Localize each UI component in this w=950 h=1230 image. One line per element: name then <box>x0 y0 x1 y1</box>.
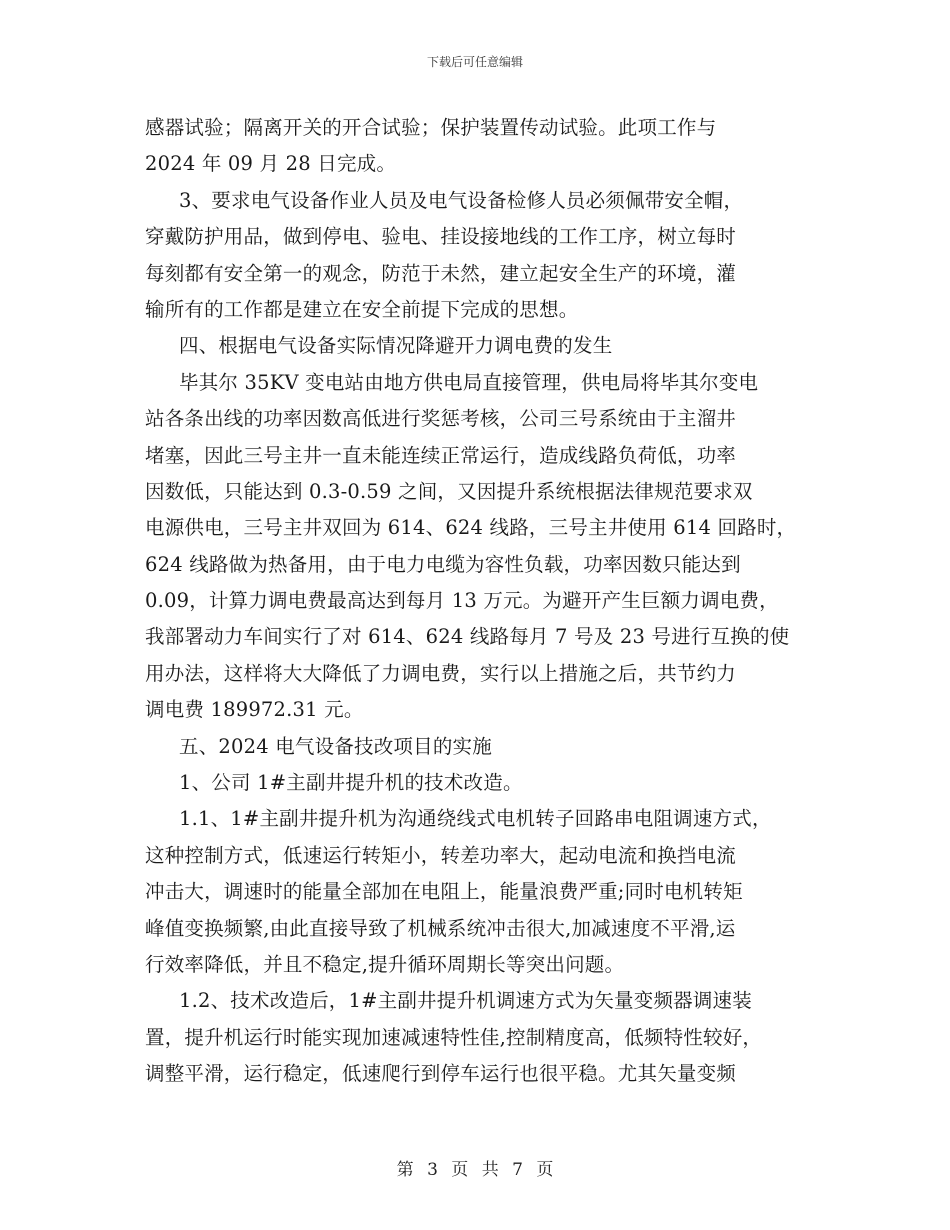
text-line: 这种控制方式，低速运行转矩小，转差功率大，起动电流和换挡电流 <box>145 843 737 867</box>
section-heading: 四、根据电气设备实际情况降避开力调电费的发生 <box>179 334 613 358</box>
text-line: 堵塞，因此三号主井一直未能连续正常运行，造成线路负荷低，功率 <box>145 443 737 467</box>
page-footer <box>0 1155 950 1180</box>
footer-ye: 页 <box>451 1160 469 1180</box>
document-body <box>145 110 825 1093</box>
text-line: 感器试验；隔离开关的开合试验；保护装置传动试验。此项工作与 <box>145 116 717 139</box>
text-line: 0.09，计算力调电费最高达到每月 13 万元。为避开产生巨额力调电费， <box>145 589 779 613</box>
text-line: 电源供电，三号主井双回为 614、624 线路，三号主井使用 614 回路时， <box>145 516 797 540</box>
text-line: 站各条出线的功率因数高低进行奖惩考核，公司三号系统由于主溜井 <box>145 407 737 431</box>
total-page-count: 7 <box>512 1160 523 1180</box>
text-line: 行效率降低，并且不稳定,提升循环周期长等突出问题。 <box>145 952 625 976</box>
text-line: 1.1、1#主副井提升机为沟通绕线式电机转子回路串电阻调速方式， <box>179 807 772 831</box>
text-line: 2024 年 09 月 28 日完成。 <box>145 152 397 176</box>
text-line: 峰值变换频繁,由此直接导致了机械系统冲击很大,加减速度不平滑,运 <box>145 916 736 940</box>
footer-ye-end: 页 <box>536 1160 554 1180</box>
text-line: 每刻都有安全第一的观念，防范于未然，建立起安全生产的环境，灌 <box>145 261 737 285</box>
text-line: 置，提升机运行时能实现加速减速特性佳,控制精度高，低频特性较好， <box>145 1025 763 1049</box>
section-heading: 五、2024 电气设备技改项目的实施 <box>179 734 492 758</box>
text-line: 1.2、技术改造后，1#主副井提升机调速方式为矢量变频器调速装 <box>179 989 752 1013</box>
page-header: 下载后可任意编辑 <box>426 55 523 69</box>
current-page-number: 3 <box>427 1160 438 1180</box>
text-line: 调电费 189972.31 元。 <box>145 698 364 722</box>
text-line: 624 线路做为热备用，由于电力电缆为容性负载，功率因数只能达到 <box>145 552 741 576</box>
text-line: 毕其尔 35KV 变电站由地方供电局直接管理，供电局将毕其尔变电 <box>179 370 759 394</box>
text-line: 我部署动力车间实行了对 614、624 线路每月 7 号及 23 号进行互换的使 <box>145 625 790 649</box>
text-line: 因数低，只能达到 0.3-0.59 之间，又因提升系统根据法律规范要求双 <box>145 479 753 503</box>
text-line: 冲击大，调速时的能量全部加在电阻上，能量浪费严重;同时电机转矩 <box>145 880 743 904</box>
footer-gong: 共 <box>481 1160 499 1180</box>
text-line: 3、要求电气设备作业人员及电气设备检修人员必须佩带安全帽， <box>179 188 744 212</box>
text-line: 输所有的工作都是建立在安全前提下完成的思想。 <box>145 297 579 321</box>
text-line: 用办法，这样将大大降低了力调电费，实行以上措施之后，共节约力 <box>145 661 737 685</box>
text-line: 1、公司 1#主副井提升机的技术改造。 <box>179 771 523 795</box>
text-line: 穿戴防护用品，做到停电、验电、挂设接地线的工作工序，树立每时 <box>145 225 737 249</box>
text-line: 调整平滑，运行稳定，低速爬行到停车运行也很平稳。尤其矢量变频 <box>145 1062 737 1086</box>
footer-di: 第 <box>396 1160 414 1180</box>
